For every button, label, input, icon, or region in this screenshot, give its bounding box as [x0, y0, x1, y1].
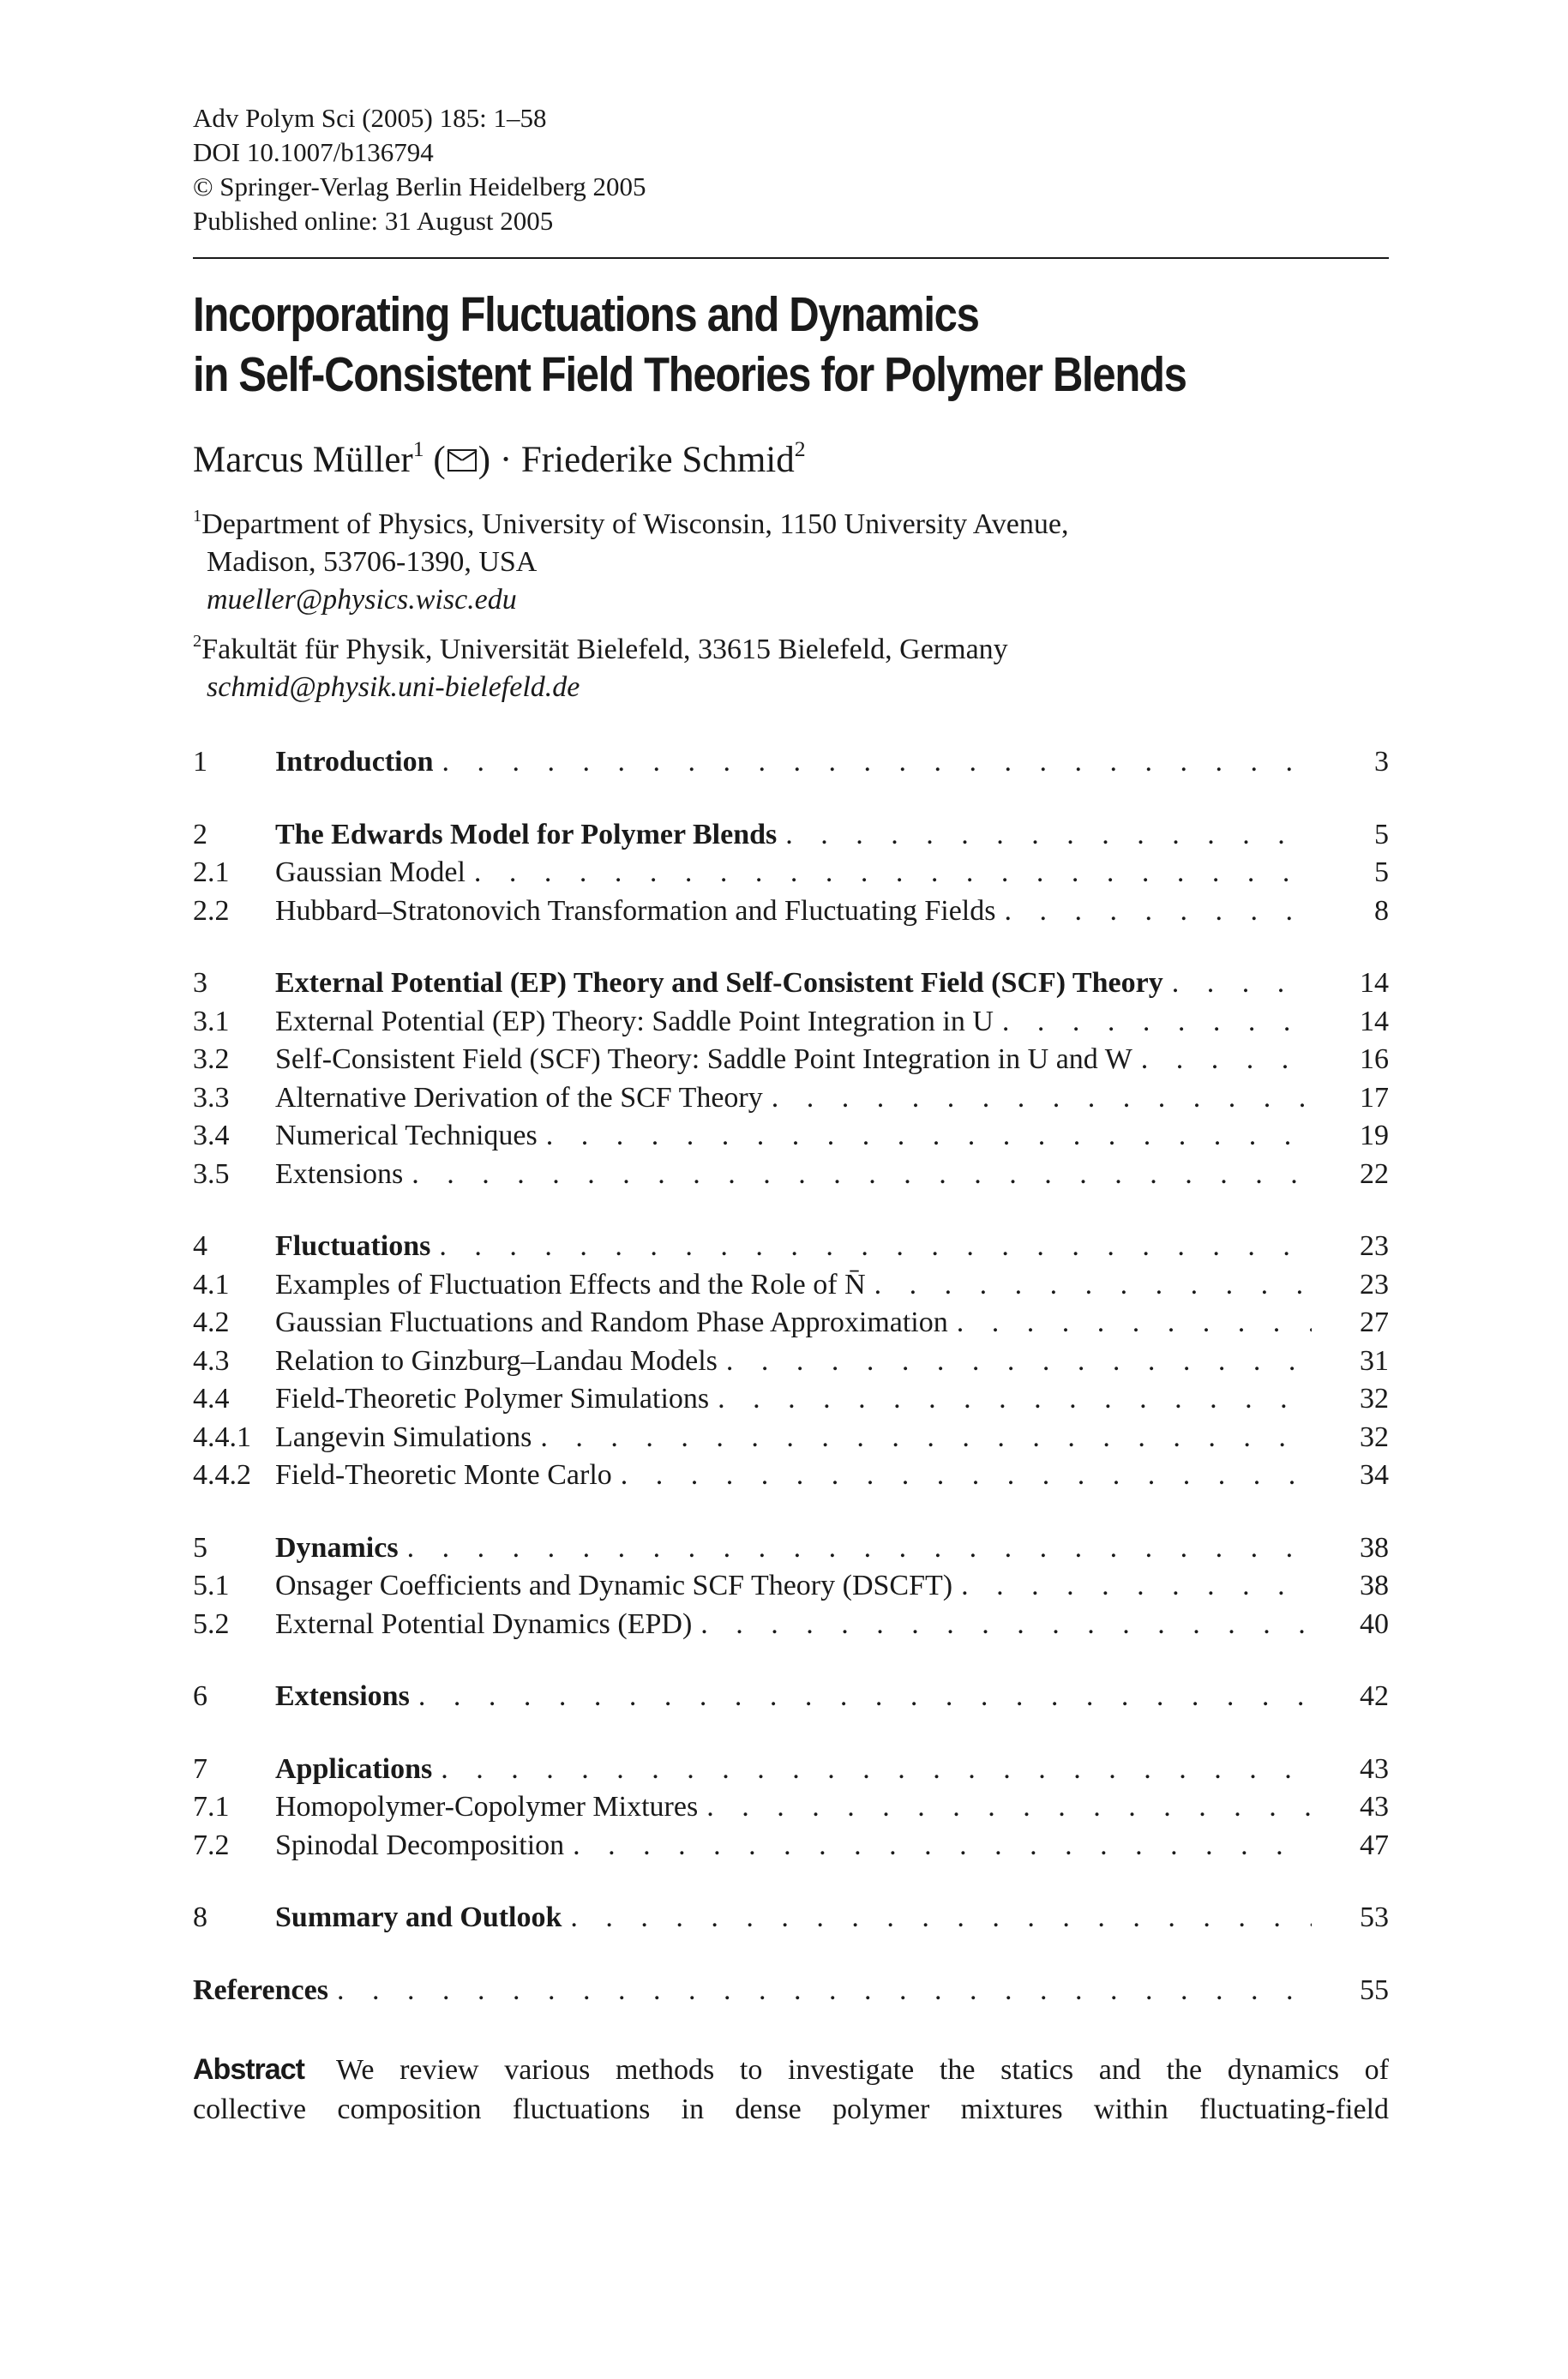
affiliation-1-number: 1	[193, 506, 202, 526]
toc-entry	[193, 1383, 1389, 1421]
toc-section-number: 3.1	[193, 1005, 230, 1037]
toc-section-title: Examples of Fluctuation Effects and the Role of N̄	[275, 1268, 866, 1301]
title-line-2: in Self-Consistent Field Theories for Polymer Blends	[193, 347, 1187, 402]
toc-page-number: 23	[1360, 1230, 1389, 1262]
toc-leader-dots	[432, 1753, 1312, 1786]
abstract	[193, 2050, 1389, 2130]
toc-leader-dots	[777, 819, 1312, 851]
affiliations	[193, 506, 1389, 706]
toc-section-title: Spinodal Decomposition	[275, 1829, 565, 1861]
toc-page-number: 5	[1374, 818, 1389, 850]
toc-entry	[193, 1158, 1389, 1197]
toc-group	[193, 1753, 1389, 1868]
toc-leader-dots	[698, 1791, 1312, 1823]
affiliation-1-line-2: Madison, 53706-1390, USA	[207, 546, 538, 578]
toc-entry	[193, 1753, 1389, 1792]
toc-section-title: Homopolymer-Copolymer Mixtures	[275, 1791, 699, 1823]
toc-group	[193, 1230, 1389, 1498]
toc-entry	[193, 1532, 1389, 1571]
toc-section-title: External Potential (EP) Theory and Self-Consistent Field (SCF) Theory	[275, 967, 1163, 999]
toc-leader-dots	[1163, 967, 1312, 1000]
toc-section-title: Numerical Techniques	[275, 1120, 538, 1151]
toc-section-number: 1	[193, 746, 207, 778]
toc-entry	[193, 1901, 1389, 1940]
toc-section-title: Alternative Derivation of the SCF Theory	[275, 1081, 763, 1114]
toc-section-number: 5.1	[193, 1570, 230, 1601]
toc-section-number: 3.3	[193, 1081, 230, 1114]
toc-entry	[193, 1307, 1389, 1345]
toc-section-title: Hubbard–Stratonovich Transformation and Fluctuating Fields	[275, 894, 996, 927]
toc-entry	[193, 819, 1389, 857]
author-list: Marcus Müller$^1$ ( ) · Friederike Schmid$^2$	[193, 436, 806, 480]
toc-section-title: Extensions	[275, 1157, 404, 1190]
toc-section-number: 4.3	[193, 1344, 230, 1377]
toc-page-number: 17	[1360, 1081, 1389, 1114]
abstract-line-1: We review various methods to investigate the statics and the dynamics of	[335, 2054, 1389, 2086]
affiliation-2-number: 2	[193, 631, 202, 651]
toc-page-number: 3	[1374, 746, 1389, 778]
toc-entry	[193, 895, 1389, 934]
toc-entry	[193, 1230, 1389, 1269]
toc-group	[193, 967, 1389, 1196]
toc-entry	[193, 1345, 1389, 1384]
toc-section-title: Fluctuations	[275, 1230, 431, 1262]
toc-section-number: 4.4.2	[193, 1459, 251, 1491]
toc-section-number: 4.2	[193, 1307, 230, 1338]
toc-entry	[193, 746, 1389, 784]
toc-entry	[193, 1421, 1389, 1460]
journal-citation: Adv Polym Sci (2005) 185: 1–58	[193, 103, 547, 133]
toc-section-number: 7	[193, 1752, 207, 1785]
toc-entry	[193, 1043, 1389, 1082]
toc-section-number: 4.4	[193, 1383, 230, 1415]
header-rule	[193, 257, 1389, 259]
toc-section-number: 7.2	[193, 1829, 230, 1861]
toc-section-title: Dynamics	[275, 1531, 399, 1564]
toc-leader-dots	[612, 1459, 1312, 1492]
toc-section-title: Field-Theoretic Polymer Simulations	[275, 1383, 710, 1415]
toc-group	[193, 1974, 1389, 2013]
affiliation-2-line-1: Fakultät für Physik, Universität Bielefeld, 33615 Bielefeld, Germany	[201, 634, 1008, 665]
toc-entry	[193, 1829, 1389, 1868]
toc-section-number: 6	[193, 1680, 207, 1712]
toc-entry	[193, 1974, 1389, 2013]
doi: DOI 10.1007/b136794	[193, 137, 434, 167]
toc-page-number: 47	[1360, 1829, 1389, 1861]
toc-page-number: 43	[1360, 1752, 1389, 1785]
toc-section-title: Applications	[275, 1752, 433, 1785]
toc-leader-dots	[399, 1532, 1312, 1565]
toc-page-number: 14	[1360, 1005, 1389, 1037]
affiliation-2	[193, 631, 1389, 706]
toc-section-number: 7.1	[193, 1791, 230, 1823]
toc-leader-dots	[948, 1307, 1312, 1339]
author-separator: ·	[499, 440, 513, 480]
toc-section-title: External Potential (EP) Theory: Saddle Point Integration in U	[275, 1005, 994, 1037]
toc-leader-dots	[994, 1006, 1312, 1038]
toc-section-number: 2.1	[193, 856, 230, 888]
toc-group	[193, 1680, 1389, 1719]
toc-section-number: 4.1	[193, 1268, 230, 1301]
author-2-affil: 2	[794, 436, 806, 462]
toc-page-number: 42	[1360, 1680, 1389, 1712]
abstract-line-2: collective composition fluctuations in dense polymer mixtures within fluctuating-field	[193, 2094, 1389, 2125]
toc-entry	[193, 1459, 1389, 1498]
affiliation-1	[193, 506, 1389, 619]
toc-page-number: 32	[1360, 1421, 1389, 1453]
toc-leader-dots	[434, 746, 1312, 778]
toc-leader-dots	[952, 1570, 1312, 1602]
toc-section-title: The Edwards Model for Polymer Blends	[275, 818, 778, 850]
toc-page-number: 16	[1360, 1043, 1389, 1075]
toc-section-title: Summary and Outlook	[275, 1901, 562, 1933]
toc-entry	[193, 1680, 1389, 1719]
toc-leader-dots	[430, 1230, 1312, 1263]
published-date: Published online: 31 August 2005	[193, 206, 554, 236]
toc-page-number: 53	[1360, 1901, 1389, 1933]
affiliation-1-line-1: Department of Physics, University of Wisconsin, 1150 University Avenue,	[201, 508, 1069, 540]
toc-group	[193, 1901, 1389, 1940]
toc-leader-dots	[564, 1829, 1312, 1862]
toc-entry	[193, 1608, 1389, 1647]
toc-group	[193, 1532, 1389, 1647]
toc-section-title: Introduction	[275, 746, 434, 778]
toc-page-number: 27	[1360, 1307, 1389, 1338]
toc-group	[193, 819, 1389, 934]
toc-page-number: 22	[1360, 1157, 1389, 1190]
toc-leader-dots	[410, 1680, 1312, 1713]
toc-leader-dots	[763, 1082, 1312, 1114]
toc-leader-dots	[709, 1383, 1312, 1415]
toc-page-number: 19	[1360, 1120, 1389, 1151]
toc-section-number: 2	[193, 818, 207, 850]
toc-page-number: 43	[1360, 1791, 1389, 1823]
toc-page-number: 32	[1360, 1383, 1389, 1415]
toc-section-title: Relation to Ginzburg–Landau Models	[275, 1344, 718, 1377]
copyright: © Springer-Verlag Berlin Heidelberg 2005	[193, 171, 646, 201]
toc-page-number: 34	[1360, 1459, 1389, 1491]
title-line-1: Incorporating Fluctuations and Dynamics	[193, 287, 979, 342]
toc-page-number: 14	[1360, 967, 1389, 999]
toc-page-number: 38	[1360, 1570, 1389, 1601]
toc-section-title: Langevin Simulations	[275, 1421, 532, 1453]
abstract-label: Abstract	[193, 2053, 304, 2086]
paper-title	[193, 285, 1222, 405]
toc-group	[193, 746, 1389, 784]
author-1-affil: 1	[412, 436, 424, 462]
toc-entry	[193, 1791, 1389, 1829]
toc-section-title: References	[193, 1973, 328, 2006]
affiliation-2-email: schmid@physik.uni-bielefeld.de	[207, 671, 580, 703]
toc-page-number: 5	[1374, 856, 1389, 888]
toc-page-number: 31	[1360, 1344, 1389, 1377]
toc-section-title: Gaussian Fluctuations and Random Phase Approximation	[275, 1307, 948, 1338]
author-1: Marcus Müller	[193, 440, 413, 480]
toc-section-number: 8	[193, 1901, 207, 1933]
publication-metadata	[193, 101, 1389, 238]
envelope-icon	[448, 449, 477, 472]
toc-page-number: 8	[1374, 894, 1389, 927]
toc-page-number: 40	[1360, 1607, 1389, 1640]
toc-section-number: 3.4	[193, 1120, 230, 1151]
toc-section-title: Onsager Coefficients and Dynamic SCF Theory (DSCFT)	[275, 1570, 953, 1601]
toc-section-title: External Potential Dynamics (EPD)	[275, 1607, 693, 1640]
toc-entry	[193, 1082, 1389, 1120]
toc-section-title: Gaussian Model	[275, 856, 466, 888]
paper-page	[193, 101, 1389, 2130]
toc-section-title: Extensions	[275, 1680, 410, 1712]
toc-leader-dots	[866, 1269, 1312, 1301]
toc-section-number: 2.2	[193, 894, 230, 927]
toc-entry	[193, 1570, 1389, 1608]
toc-leader-dots	[1132, 1043, 1312, 1076]
toc-leader-dots	[996, 895, 1313, 928]
toc-leader-dots	[532, 1421, 1312, 1454]
toc-section-number: 4	[193, 1230, 207, 1262]
toc-entry	[193, 856, 1389, 895]
toc-section-number: 5	[193, 1531, 207, 1564]
toc-section-number: 3	[193, 967, 207, 999]
toc-entry	[193, 1269, 1389, 1307]
toc-section-title: Field-Theoretic Monte Carlo	[275, 1459, 612, 1491]
toc-section-number: 4.4.1	[193, 1421, 251, 1453]
toc-leader-dots	[466, 856, 1312, 889]
toc-entry	[193, 967, 1389, 1006]
toc-leader-dots	[718, 1345, 1312, 1378]
toc-section-number: 3.5	[193, 1157, 230, 1190]
toc-entry	[193, 1120, 1389, 1158]
toc-leader-dots	[692, 1608, 1312, 1641]
author-2: Friederike Schmid	[520, 440, 795, 480]
toc-section-number: 5.2	[193, 1607, 230, 1640]
toc-page-number: 55	[1360, 1973, 1389, 2006]
toc-leader-dots	[538, 1120, 1312, 1152]
toc-page-number: 38	[1360, 1531, 1389, 1564]
toc-leader-dots	[562, 1901, 1312, 1934]
affiliation-1-email: mueller@physics.wisc.edu	[207, 584, 517, 616]
toc-page-number: 23	[1360, 1268, 1389, 1301]
toc-leader-dots	[328, 1974, 1312, 2007]
toc-entry	[193, 1006, 1389, 1044]
table-of-contents	[193, 746, 1389, 2012]
toc-section-number: 3.2	[193, 1043, 230, 1075]
toc-section-title: Self-Consistent Field (SCF) Theory: Saddle Point Integration in U and W	[275, 1043, 1132, 1075]
toc-leader-dots	[403, 1158, 1312, 1191]
